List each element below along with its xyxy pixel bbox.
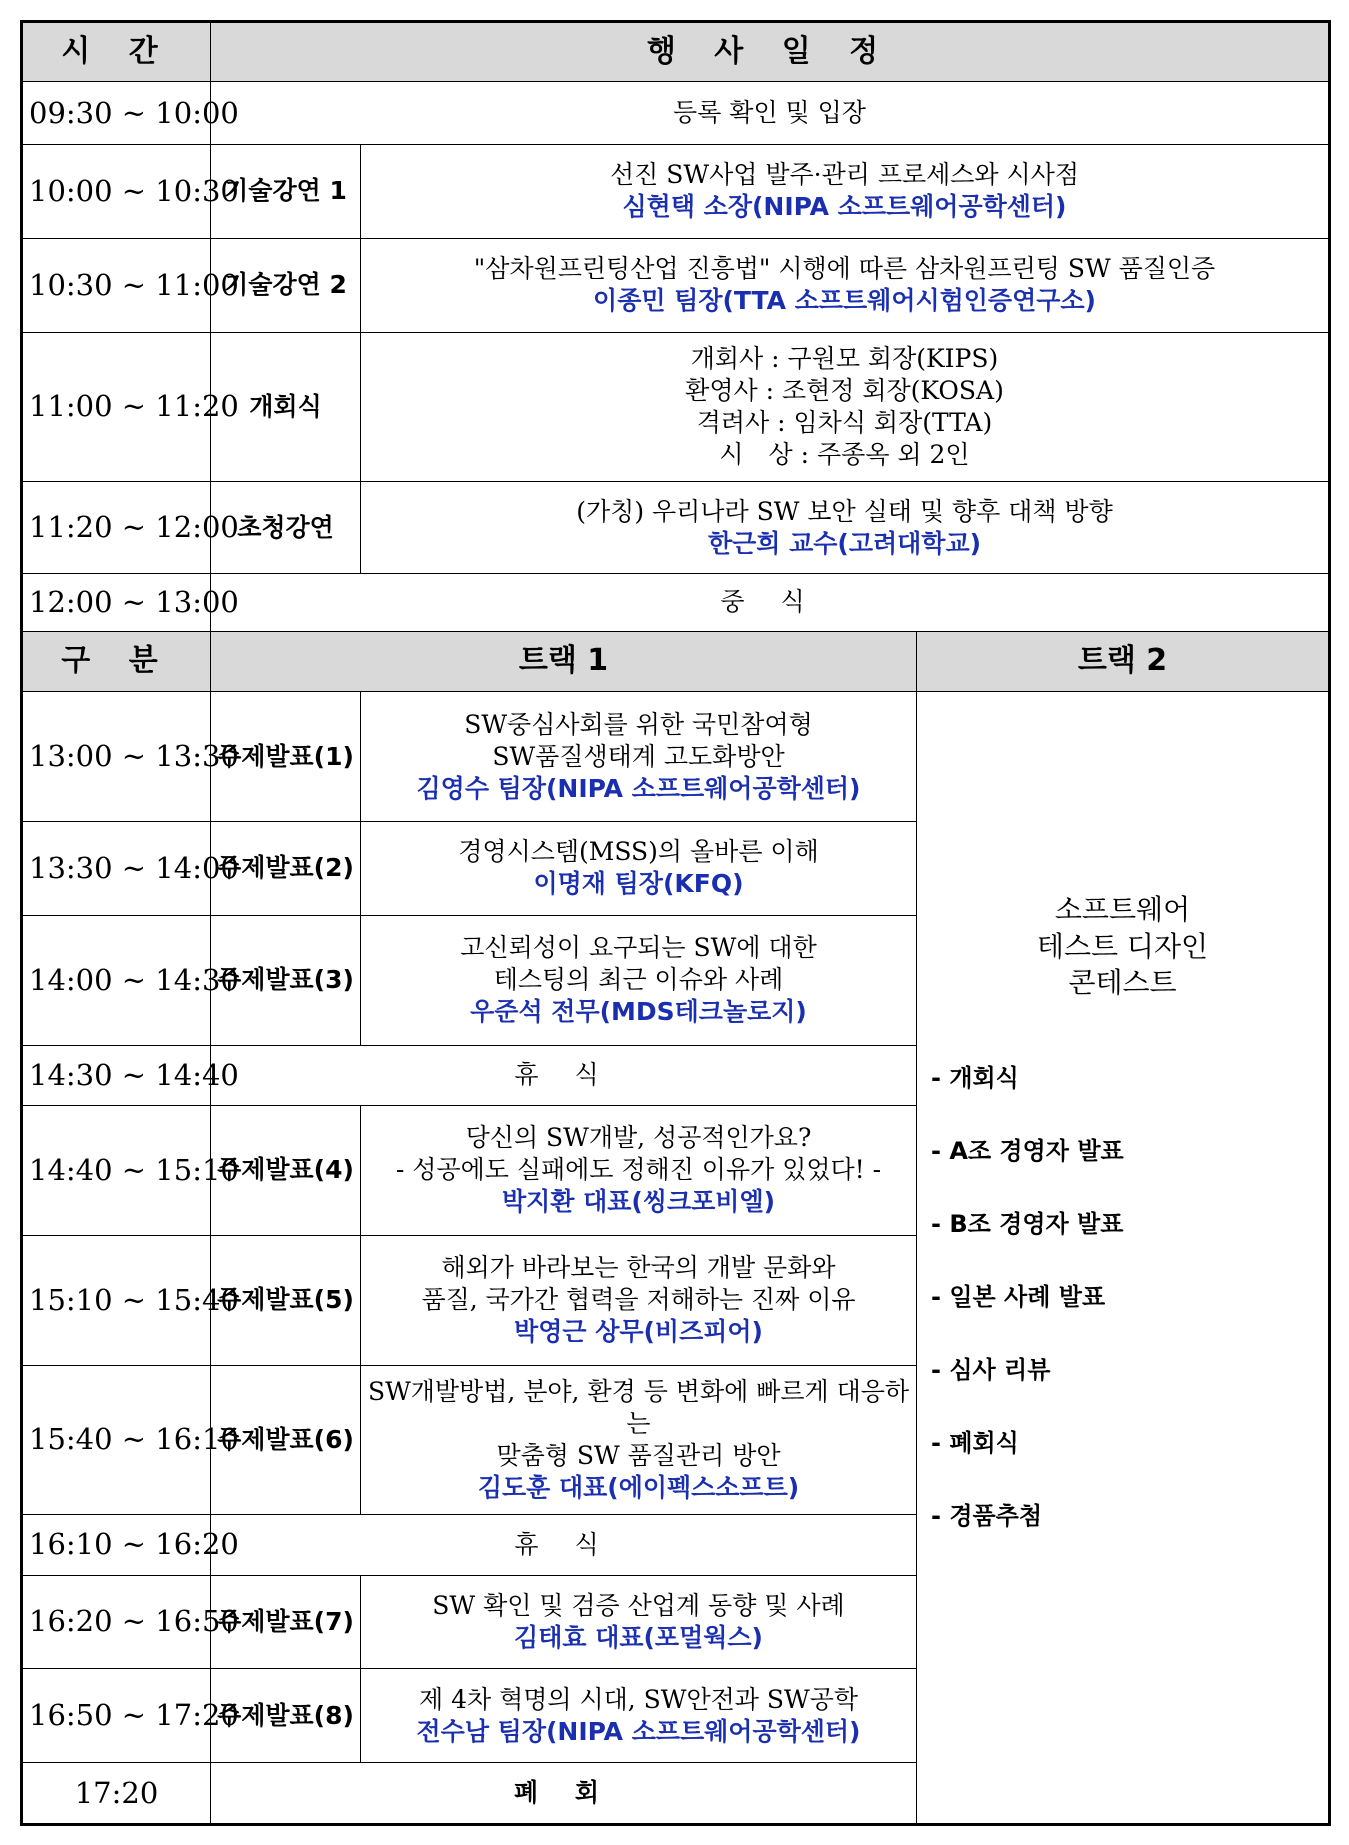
session-title-line: 고신뢰성이 요구되는 SW에 대한: [460, 933, 817, 963]
table-row: [22, 144, 1330, 238]
session-label: 초청강연: [211, 482, 361, 574]
event-content: 중 식: [211, 573, 1330, 631]
session-content: [361, 144, 1330, 238]
track-2-title-line: 콘테스트: [1068, 965, 1177, 999]
table-row: [22, 332, 1330, 482]
table-row: [22, 482, 1330, 574]
track-2-program: [917, 692, 1330, 1825]
speaker-name: 한근희 교수(고려대학교): [707, 528, 982, 558]
opening-line: 격려사 : 임차식 회장(TTA): [696, 407, 993, 437]
time-cell: 10:00 ~ 10:30: [22, 144, 211, 238]
speaker-name: 박영근 상무(비즈피어): [514, 1317, 763, 1347]
list-item: - 경품추첨: [931, 1502, 1043, 1531]
table-row: [22, 238, 1330, 332]
header-time: 시 간: [22, 22, 211, 82]
speaker-name: 김태효 대표(포멀웍스): [514, 1623, 763, 1653]
session-title: 선진 SW사업 발주·관리 프로세스와 시사점: [610, 160, 1079, 190]
session-title-line: 품질, 국가간 협력을 저해하는 진짜 이유: [421, 1285, 856, 1315]
session-content: [361, 332, 1330, 482]
session-content: [361, 692, 917, 822]
opening-line: 시 상 : 주종옥 외 2인: [719, 439, 970, 469]
time-cell: 15:10 ~ 15:40: [22, 1235, 211, 1365]
time-cell: 09:30 ~ 10:00: [22, 82, 211, 145]
time-cell: 13:00 ~ 13:30: [22, 692, 211, 822]
session-content: [361, 482, 1330, 574]
track-2-title: [917, 692, 1328, 1001]
session-title-line: 경영시스템(MSS)의 올바른 이해: [458, 837, 819, 867]
event-content: 폐 회: [211, 1763, 917, 1825]
event-content: 휴 식: [211, 1515, 917, 1575]
schedule-header-row: [22, 22, 1330, 82]
time-cell: 14:30 ~ 14:40: [22, 1045, 211, 1105]
time-cell: 16:50 ~ 17:20: [22, 1669, 211, 1763]
session-label: 주제발표(3): [211, 915, 361, 1045]
time-cell: 11:00 ~ 11:20: [22, 332, 211, 482]
track-2-title-line: 소프트웨어: [1054, 893, 1191, 927]
speaker-name: 우준석 전무(MDS테크놀로지): [470, 997, 807, 1027]
list-item: - 개회식: [931, 1064, 1019, 1093]
table-row: [22, 692, 1330, 822]
header-division: 구 분: [22, 631, 211, 691]
header-track-2: 트랙 2: [917, 631, 1330, 691]
session-title-line: 맞춤형 SW 품질관리 방안: [496, 1441, 781, 1471]
speaker-name: 전수남 팀장(NIPA 소프트웨어공학센터): [416, 1716, 861, 1746]
time-cell: 15:40 ~ 16:10: [22, 1365, 211, 1515]
time-cell: 16:10 ~ 16:20: [22, 1515, 211, 1575]
session-title-line: 테스팅의 최근 이슈와 사례: [493, 965, 784, 995]
session-title-line: SW개발방법, 분야, 환경 등 변화에 빠르게 대응하는: [367, 1377, 910, 1439]
session-content: [361, 1235, 917, 1365]
session-title-line: SW중심사회를 위한 국민참여형: [464, 709, 813, 739]
session-title-line: SW 확인 및 검증 산업계 동향 및 사례: [432, 1591, 845, 1621]
session-label: 주제발표(1): [211, 692, 361, 822]
speaker-name: 이명재 팀장(KFQ): [533, 869, 744, 899]
session-title: (가칭) 우리나라 SW 보안 실태 및 향후 대책 방향: [576, 496, 1113, 526]
time-cell: 16:20 ~ 16:50: [22, 1575, 211, 1669]
session-title-line: 해외가 바라보는 한국의 개발 문화와: [441, 1253, 836, 1283]
time-cell: 14:00 ~ 14:30: [22, 915, 211, 1045]
session-title-line: 제 4차 혁명의 시대, SW안전과 SW공학: [418, 1684, 859, 1714]
opening-line: 환영사 : 조현정 회장(KOSA): [685, 375, 1004, 405]
opening-line: 개회사 : 구원모 회장(KIPS): [690, 343, 999, 373]
event-content: 휴 식: [211, 1045, 917, 1105]
session-title-line: 당신의 SW개발, 성공적인가요?: [465, 1123, 812, 1153]
session-content: [361, 238, 1330, 332]
speaker-name: 심현택 소장(NIPA 소프트웨어공학센터): [622, 192, 1067, 222]
time-cell: 13:30 ~ 14:00: [22, 821, 211, 915]
session-content: [361, 1669, 917, 1763]
table-row: [22, 573, 1330, 631]
list-item: - A조 경영자 발표: [931, 1137, 1124, 1166]
track-2-title-line: 테스트 디자인: [1036, 929, 1209, 963]
session-content: [361, 1365, 917, 1515]
session-content: [361, 1106, 917, 1236]
event-content: 등록 확인 및 입장: [211, 82, 1330, 145]
session-label: 주제발표(5): [211, 1235, 361, 1365]
header-track-1: 트랙 1: [211, 631, 917, 691]
time-cell: 17:20: [22, 1763, 211, 1825]
session-content: [361, 821, 917, 915]
session-label: 개회식: [211, 332, 361, 482]
header-event: 행 사 일 정: [211, 22, 1330, 82]
speaker-name: 김도훈 대표(에이펙스소프트): [477, 1473, 800, 1503]
session-label: 주제발표(4): [211, 1106, 361, 1236]
session-label: 주제발표(2): [211, 821, 361, 915]
session-label: 주제발표(8): [211, 1669, 361, 1763]
session-content: [361, 1575, 917, 1669]
time-cell: 11:20 ~ 12:00: [22, 482, 211, 574]
list-item: - 심사 리뷰: [931, 1356, 1051, 1385]
session-title-line: - 성공에도 실패에도 정해진 이유가 있었다! -: [395, 1155, 882, 1185]
session-label: 기술강연 2: [211, 238, 361, 332]
track-header-row: [22, 631, 1330, 691]
list-item: - 일본 사례 발표: [931, 1283, 1106, 1312]
session-content: [361, 915, 917, 1045]
list-item: - B조 경영자 발표: [931, 1210, 1124, 1239]
time-cell: 12:00 ~ 13:00: [22, 573, 211, 631]
track-2-agenda: [917, 1063, 1328, 1574]
list-item: - 폐회식: [931, 1429, 1019, 1458]
session-title: "삼차원프린팅산업 진흥법" 시행에 따른 삼차원프린팅 SW 품질인증: [473, 254, 1216, 284]
speaker-name: 박지환 대표(씽크포비엘): [501, 1187, 776, 1217]
session-title-line: SW품질생태계 고도화방안: [492, 741, 785, 771]
session-label: 주제발표(6): [211, 1365, 361, 1515]
time-cell: 10:30 ~ 11:00: [22, 238, 211, 332]
speaker-name: 이종민 팀장(TTA 소프트웨어시험인증연구소): [593, 286, 1096, 316]
table-row: [22, 82, 1330, 145]
session-label: 기술강연 1: [211, 144, 361, 238]
event-schedule-table: [20, 20, 1331, 1826]
session-label: 주제발표(7): [211, 1575, 361, 1669]
time-cell: 14:40 ~ 15:10: [22, 1106, 211, 1236]
speaker-name: 김영수 팀장(NIPA 소프트웨어공학센터): [416, 773, 861, 803]
